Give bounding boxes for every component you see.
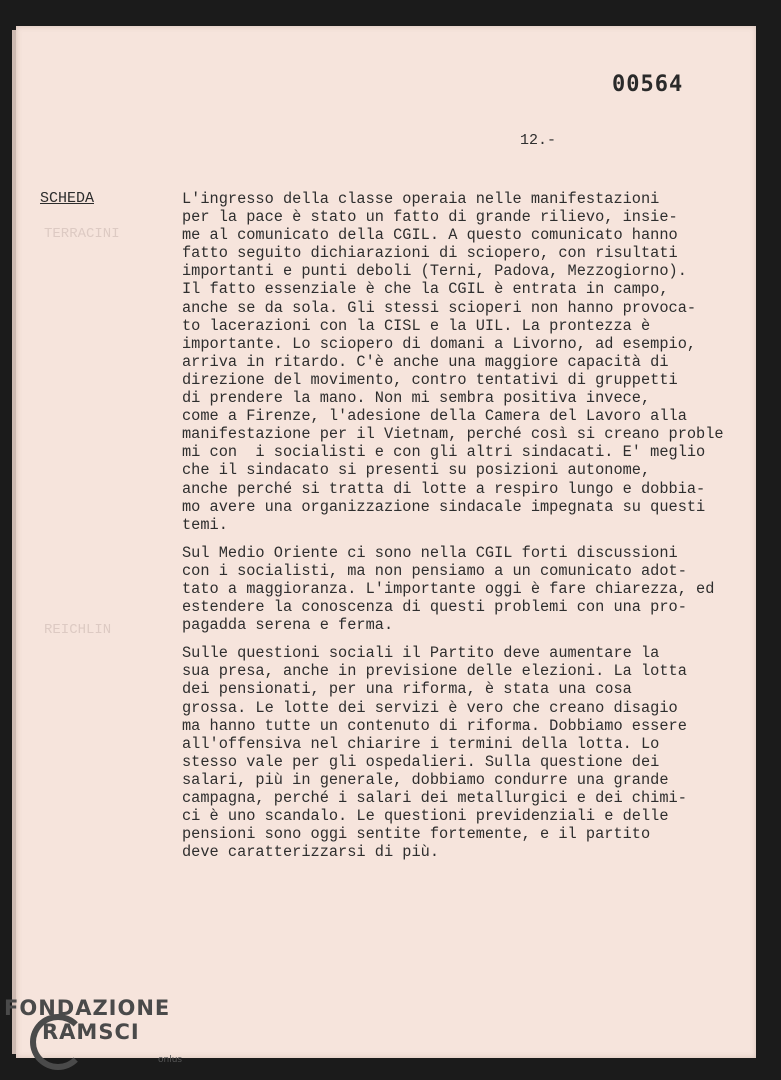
watermark-line-2: RAMSCI	[42, 1020, 140, 1044]
watermark-onlus: onlus	[158, 1055, 183, 1065]
bleed-through-label-1: TERRACINI	[44, 226, 120, 242]
body-text	[182, 190, 742, 861]
paragraph-3: Sulle questioni sociali il Partito deve aumentare la sua presa, anche in previsione delle elezioni. La lotta dei pensionati, per una riforma, è stata una cosa grossa. Le lotte dei servizi è vero che creano disagio ma hanno tutte un contenuto di riforma. Dobbiamo essere all'offensiva nel chiarire i termini della lotta. Lo stesso vale per gli ospedalieri. Sulla questione dei salari, più in generale, dobbiamo condurre una grande campagna, perché i salari dei metallurgici e dei chimi- ci è uno scandalo. Le questioni previdenziali e delle pensioni sono oggi sentite fortemente, e il partito deve caratterizzarsi di più.	[182, 644, 687, 862]
page-number: 12.-	[520, 132, 557, 149]
section-label: SCHEDA	[40, 190, 95, 207]
paragraph-2: Sul Medio Oriente ci sono nella CGIL forti discussioni con i socialisti, ma non pensiamo a un comunicato adot- tato a maggioranza. L'importante oggi è fare chiarezza, ed estendere la conoscenza di questi problemi con una pro- pagadda serena e ferma.	[182, 543, 715, 635]
watermark-line-1: FONDAZIONE	[4, 996, 171, 1020]
bleed-through-label-2: REICHLIN	[44, 622, 112, 638]
fondazione-gramsci-watermark	[4, 996, 170, 1044]
document-number: 00564	[612, 72, 684, 97]
paragraph-1: L'ingresso della classe operaia nelle manifestazioni per la pace è stato un fatto di grande rilievo, insie- me al comunicato della CGIL. A questo comunicato hanno fatto seguito dichiarazioni di sciopero, con risultati importanti e punti deboli (Terni, Padova, Mezzogiorno). Il fatto essenziale è che la CGIL è entrata in campo, anche se da sola. Gli stessi scioperi non hanno provoca- to lacerazioni con la CISL e la UIL. La prontezza è importante. Lo sciopero di domani a Livorno, ad esempio, arriva in ritardo. C'è anche una maggiore capacità di direzione del movimento, contro tentativi di gruppetti di prendere la mano. Non mi sembra positiva invece, come a Firenze, l'adesione della Camera del Lavoro alla manifestazione per il Vietnam, perché così si creano proble mi con i socialisti e con gli altri sindacati. E' meglio che il sindacato si presenti su posizioni autonome, anche perché si tratta di lotte a respiro lungo e dobbia- mo avere una organizzazione sindacale impegnata su questi temi.	[182, 190, 724, 534]
